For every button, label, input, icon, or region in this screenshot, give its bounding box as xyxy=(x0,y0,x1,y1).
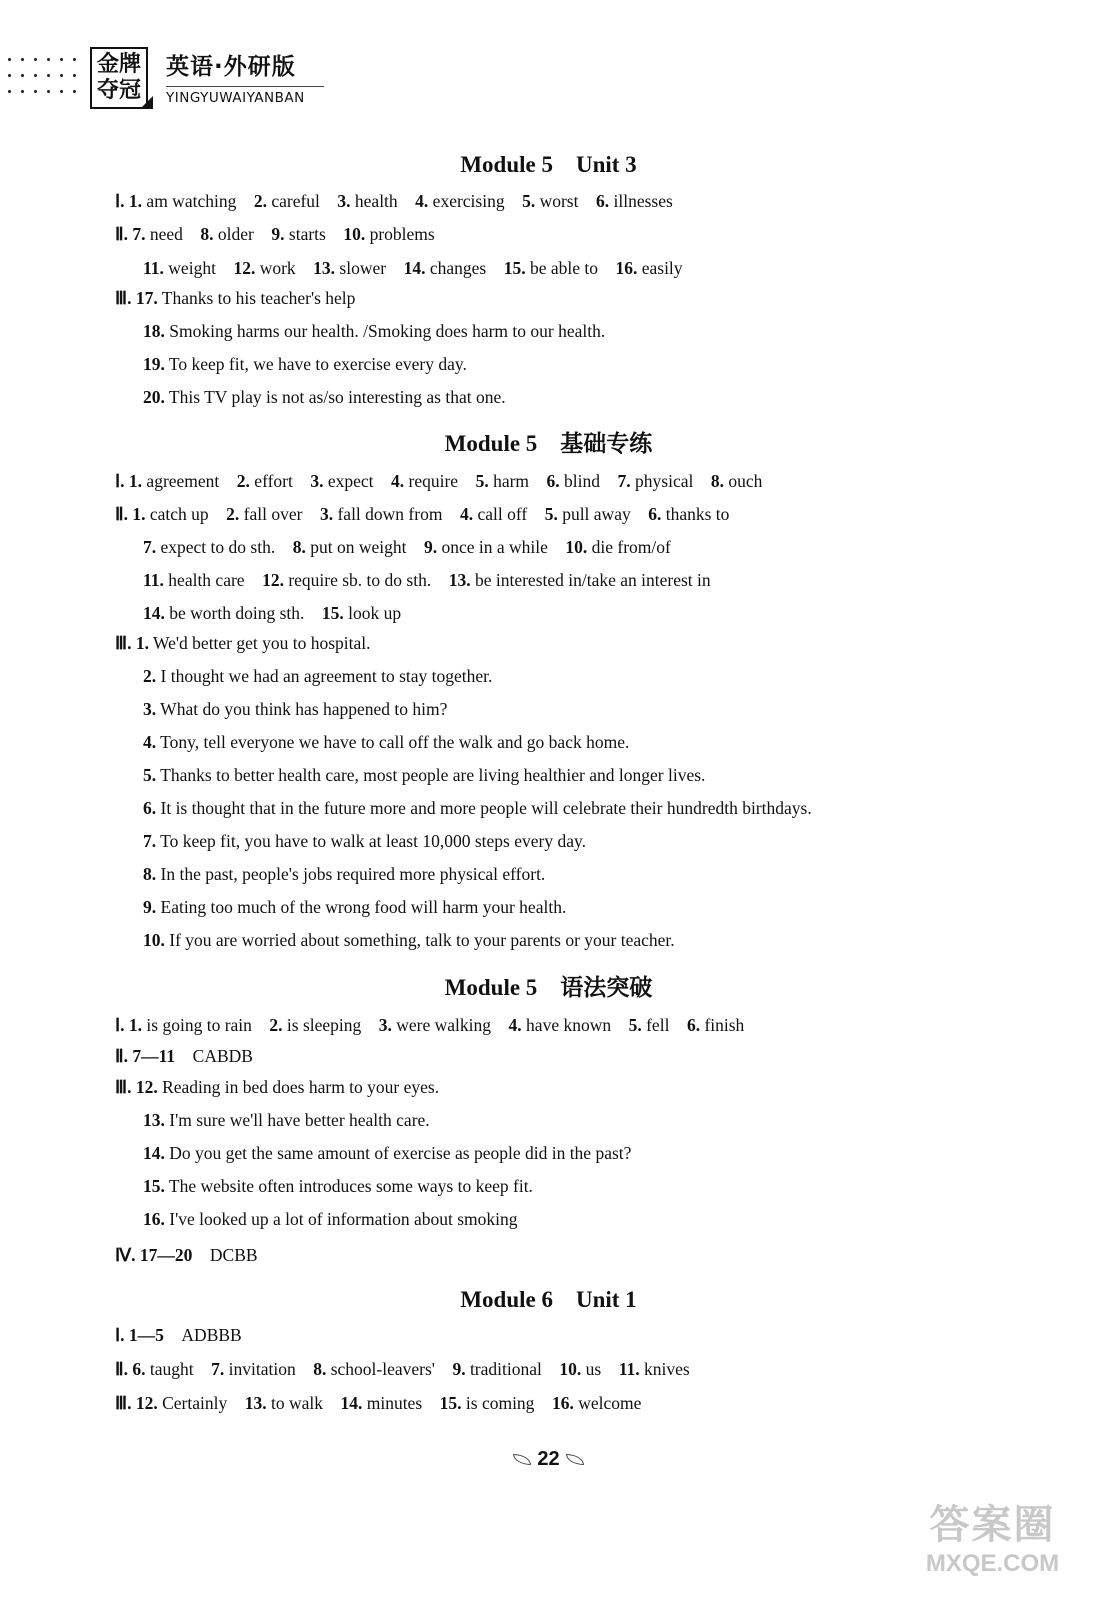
answer-line: Ⅲ. 12. Reading in bed does harm to your eyes. xyxy=(115,1077,440,1097)
answer-line: Ⅱ. 7. need 8. older 9. starts 10. problems xyxy=(115,224,435,244)
answer-line: 20. This TV play is not as/so interesting as that one. xyxy=(143,387,506,407)
logo-line-2: 夺冠 xyxy=(96,78,141,103)
answer-line: 6. It is thought that in the future more and more people will celebrate their hundredth birthdays. xyxy=(143,798,812,818)
book-title: 英语·外研版 xyxy=(166,54,296,80)
answer-line: Ⅰ. 1. agreement 2. effort 3. expect 4. require 5. harm 6. blind 7. physical 8. ouch xyxy=(115,471,763,491)
book-pinyin: YINGYUWAIYANBAN xyxy=(166,90,305,106)
watermark-url: MXQE.COM xyxy=(925,1550,1060,1577)
answer-line: Ⅱ. 7—11 CABDB xyxy=(115,1046,253,1066)
answer-line: Ⅲ. 1. We'd better get you to hospital. xyxy=(115,633,371,653)
page-header xyxy=(0,0,1097,120)
answer-line: 10. If you are worried about something, talk to your parents or your teacher. xyxy=(143,930,675,950)
watermark xyxy=(895,1500,1090,1590)
answer-line: 5. Thanks to better health care, most people are living healthier and longer lives. xyxy=(143,765,706,785)
decorative-dots xyxy=(8,58,82,98)
answer-line: 16. I've looked up a lot of information about smoking xyxy=(143,1209,518,1229)
answer-line: 9. Eating too much of the wrong food will harm your health. xyxy=(143,897,567,917)
answer-line: 11. health care 12. require sb. to do sth. 13. be interested in/take an interest in xyxy=(143,570,711,590)
answer-line: Ⅳ. 17—20 DCBB xyxy=(115,1245,258,1265)
answer-line: Ⅲ. 17. Thanks to his teacher's help xyxy=(115,288,356,308)
answer-line: 15. The website often introduces some ways to keep fit. xyxy=(143,1176,533,1196)
watermark-cn: 答案圈 xyxy=(929,1503,1056,1547)
section-title: Module 6 Unit 1 xyxy=(460,1287,637,1312)
section-title: Module 5 语法突破 xyxy=(444,975,653,1000)
answer-line: Ⅲ. 12. Certainly 13. to walk 14. minutes 15. is coming 16. welcome xyxy=(115,1393,642,1413)
section-title: Module 5 Unit 3 xyxy=(460,152,637,177)
answer-line: 2. I thought we had an agreement to stay together. xyxy=(143,666,493,686)
page-number-footer xyxy=(0,1448,1097,1471)
right-leaf-icon xyxy=(566,1454,584,1465)
page-number: 22 xyxy=(537,1448,560,1470)
answer-line: Ⅰ. 1. am watching 2. careful 3. health 4. exercising 5. worst 6. illnesses xyxy=(115,191,673,211)
answer-line: Ⅱ. 6. taught 7. invitation 8. school-leavers' 9. traditional 10. us 11. knives xyxy=(115,1359,690,1379)
title-underline xyxy=(166,86,324,87)
answer-line: Ⅱ. 1. catch up 2. fall over 3. fall down from 4. call off 5. pull away 6. thanks to xyxy=(115,504,730,524)
answer-line: 7. expect to do sth. 8. put on weight 9. once in a while 10. die from/of xyxy=(143,537,671,557)
answer-line: 19. To keep fit, we have to exercise every day. xyxy=(143,354,467,374)
answer-line: 14. Do you get the same amount of exercise as people did in the past? xyxy=(143,1143,632,1163)
answer-line: Ⅰ. 1—5 ADBBB xyxy=(115,1325,242,1345)
logo-corner-triangle xyxy=(140,96,153,109)
logo-line-1: 金牌 xyxy=(96,52,141,77)
answer-line: 8. In the past, people's jobs required more physical effort. xyxy=(143,864,546,884)
answer-line: 3. What do you think has happened to him? xyxy=(143,699,448,719)
left-leaf-icon xyxy=(513,1454,531,1465)
answer-line: Ⅰ. 1. is going to rain 2. is sleeping 3. were walking 4. have known 5. fell 6. finish xyxy=(115,1015,745,1035)
answer-line: 18. Smoking harms our health. /Smoking does harm to our health. xyxy=(143,321,606,341)
section-title: Module 5 基础专练 xyxy=(444,431,653,456)
answer-line: 13. I'm sure we'll have better health care. xyxy=(143,1110,430,1130)
answer-line: 7. To keep fit, you have to walk at least 10,000 steps every day. xyxy=(143,831,586,851)
answer-line: 14. be worth doing sth. 15. look up xyxy=(143,603,402,623)
answer-line: 11. weight 12. work 13. slower 14. changes 15. be able to 16. easily xyxy=(143,258,683,278)
answer-line: 4. Tony, tell everyone we have to call off the walk and go back home. xyxy=(143,732,630,752)
